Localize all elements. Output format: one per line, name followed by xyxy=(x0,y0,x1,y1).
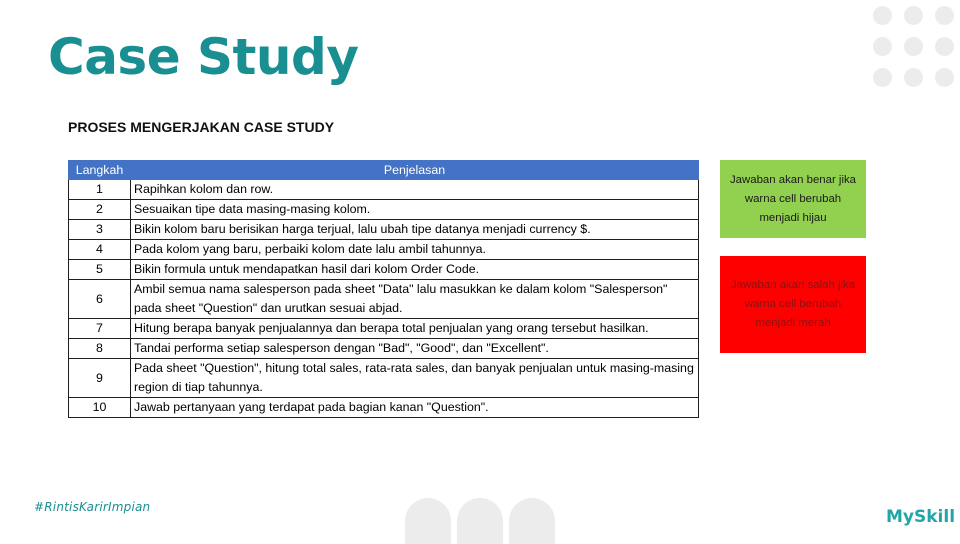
brand-logo: MySkill xyxy=(886,507,956,527)
step-description: Pada kolom yang baru, perbaiki kolom date lalu ambil tahunnya. xyxy=(131,240,699,260)
decorative-arch xyxy=(405,498,451,544)
step-description: Tandai performa setiap salesperson dengan "Bad", "Good", dan "Excellent". xyxy=(131,339,699,359)
dot-decoration xyxy=(935,68,954,87)
step-number: 4 xyxy=(69,240,131,260)
decorative-dots xyxy=(873,6,960,90)
section-subtitle: PROSES MENGERJAKAN CASE STUDY xyxy=(68,119,335,135)
dot-decoration xyxy=(935,37,954,56)
table-row xyxy=(69,339,699,359)
step-description: Hitung berapa banyak penjualannya dan berapa total penjualan yang orang tersebut hasilkan. xyxy=(131,319,699,339)
step-description: Bikin kolom baru berisikan harga terjual, lalu ubah tipe datanya menjadi currency $. xyxy=(131,220,699,240)
table-row xyxy=(69,359,699,398)
slide-title: Case Study xyxy=(48,28,359,86)
step-number: 10 xyxy=(69,398,131,418)
step-number: 6 xyxy=(69,280,131,319)
table-row xyxy=(69,220,699,240)
step-number: 2 xyxy=(69,200,131,220)
step-description: Pada sheet "Question", hitung total sales, rata-rata sales, dan banyak penjualan untuk masing-masing region di tiap tahunnya. xyxy=(131,359,699,398)
table-row xyxy=(69,280,699,319)
dot-decoration xyxy=(904,37,923,56)
table-header-row xyxy=(69,161,699,180)
steps-table xyxy=(68,160,699,418)
step-number: 8 xyxy=(69,339,131,359)
decorative-arch xyxy=(457,498,503,544)
table-row xyxy=(69,200,699,220)
dot-decoration xyxy=(904,68,923,87)
table-row xyxy=(69,398,699,418)
step-description: Rapihkan kolom dan row. xyxy=(131,180,699,200)
step-number: 5 xyxy=(69,260,131,280)
table-row xyxy=(69,319,699,339)
dot-decoration xyxy=(873,68,892,87)
step-number: 9 xyxy=(69,359,131,398)
dot-decoration xyxy=(935,6,954,25)
table-row xyxy=(69,260,699,280)
step-number: 7 xyxy=(69,319,131,339)
step-number: 3 xyxy=(69,220,131,240)
header-description: Penjelasan xyxy=(131,161,699,180)
table-row xyxy=(69,180,699,200)
wrong-answer-text: Jawaban akan salah jika warna cell berubah menjadi merah xyxy=(730,279,856,329)
dot-decoration xyxy=(904,6,923,25)
footer-hashtag: #RintisKarirImpian xyxy=(34,500,151,514)
step-description: Jawab pertanyaan yang terdapat pada bagian kanan "Question". xyxy=(131,398,699,418)
step-description: Ambil semua nama salesperson pada sheet "Data" lalu masukkan ke dalam kolom "Salesperson" pada sheet "Question" dan urutkan sesuai abjad. xyxy=(131,280,699,319)
wrong-answer-note xyxy=(720,256,866,353)
step-description: Bikin formula untuk mendapatkan hasil dari kolom Order Code. xyxy=(131,260,699,280)
dot-decoration xyxy=(873,6,892,25)
step-description: Sesuaikan tipe data masing-masing kolom. xyxy=(131,200,699,220)
decorative-arch xyxy=(509,498,555,544)
correct-answer-note xyxy=(720,160,866,238)
table-row xyxy=(69,240,699,260)
correct-answer-text: Jawaban akan benar jika warna cell berubah menjadi hijau xyxy=(729,173,856,224)
header-step: Langkah xyxy=(69,161,131,180)
dot-decoration xyxy=(873,37,892,56)
step-number: 1 xyxy=(69,180,131,200)
